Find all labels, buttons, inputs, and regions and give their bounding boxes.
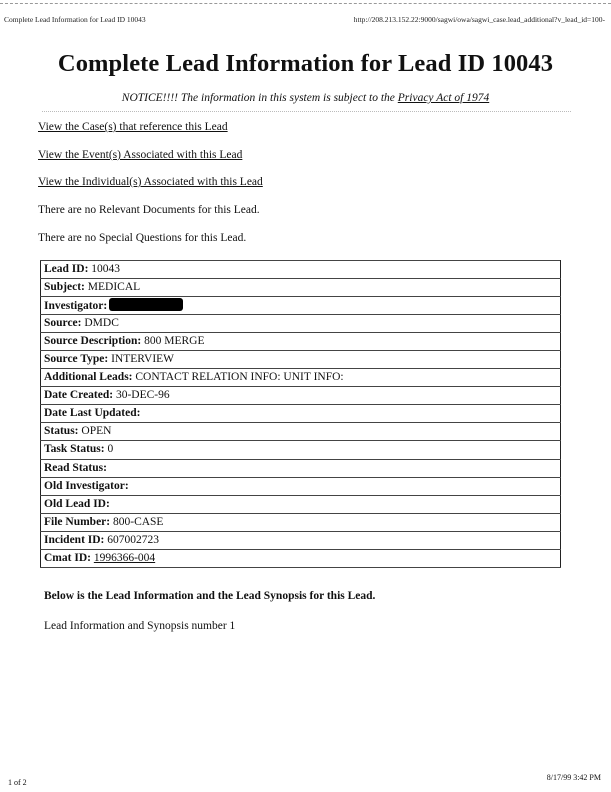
- cmat-id-link[interactable]: 1996366-004: [93, 551, 156, 564]
- privacy-notice: [0, 92, 611, 104]
- view-cases-link[interactable]: View the Case(s) that reference this Lead: [38, 121, 228, 133]
- source-label: Source:: [44, 317, 82, 330]
- status-label: Status:: [44, 425, 79, 438]
- print-header-title: Complete Lead Information for Lead ID 10043: [4, 15, 146, 24]
- row-source-type: [41, 351, 561, 369]
- row-file-number: [41, 513, 561, 531]
- row-date-last-updated: [41, 405, 561, 423]
- print-header-url: http://208.213.152.22:9000/sagwi/owa/sagwi_case.lead_additional?v_lead_id=100-: [353, 15, 605, 24]
- row-cmat-id: [41, 549, 561, 567]
- subject-label: Subject:: [44, 281, 85, 294]
- row-subject: [41, 279, 561, 297]
- cmat-id-label: Cmat ID:: [44, 551, 91, 564]
- file-number-label: File Number:: [44, 515, 111, 528]
- lead-id-label: Lead ID:: [44, 263, 89, 276]
- row-old-lead-id: [41, 495, 561, 513]
- source-description-value: 800 MERGE: [144, 335, 205, 348]
- read-status-label: Read Status:: [44, 461, 107, 474]
- source-value: DMDC: [84, 317, 119, 330]
- row-source-description: [41, 333, 561, 351]
- row-incident-id: [41, 531, 561, 549]
- privacy-act-link[interactable]: Privacy Act of 1974: [397, 92, 490, 104]
- date-last-updated-label: Date Last Updated:: [44, 407, 141, 420]
- subject-value: MEDICAL: [87, 281, 141, 294]
- no-questions-message: There are no Special Questions for this Lead.: [38, 232, 247, 244]
- incident-id-label: Incident ID:: [44, 533, 105, 546]
- lead-info-table: [40, 260, 561, 568]
- top-divider: [0, 3, 611, 4]
- page-number: 1 of 2: [8, 778, 27, 787]
- task-status-value: 0: [107, 443, 114, 456]
- row-investigator: [41, 297, 561, 315]
- print-datetime: 8/17/99 3:42 PM: [546, 773, 601, 782]
- file-number-value: 800-CASE: [112, 515, 164, 528]
- synopsis-label: Lead Information and Synopsis number 1: [44, 620, 236, 632]
- task-status-label: Task Status:: [44, 443, 105, 456]
- old-lead-id-label: Old Lead ID:: [44, 497, 110, 510]
- view-events-link[interactable]: View the Event(s) Associated with this Lead: [38, 149, 243, 161]
- row-date-created: [41, 387, 561, 405]
- no-documents-message: There are no Relevant Documents for this Lead.: [38, 204, 260, 216]
- old-investigator-label: Old Investigator:: [44, 479, 129, 492]
- incident-id-value: 607002723: [107, 533, 160, 546]
- notice-divider: [42, 111, 571, 112]
- section-heading: Below is the Lead Information and the Lead Synopsis for this Lead.: [44, 590, 376, 602]
- row-source: [41, 315, 561, 333]
- row-additional-leads: [41, 369, 561, 387]
- additional-leads-label: Additional Leads:: [44, 371, 133, 384]
- additional-leads-value: CONTACT RELATION INFO: UNIT INFO:: [135, 371, 344, 384]
- investigator-label: Investigator:: [44, 299, 108, 312]
- row-status: [41, 423, 561, 441]
- row-read-status: [41, 459, 561, 477]
- redaction-block: [109, 298, 183, 311]
- source-description-label: Source Description:: [44, 335, 142, 348]
- notice-text: NOTICE!!!! The information in this system is subject to the: [121, 92, 395, 104]
- row-task-status: [41, 441, 561, 459]
- date-created-value: 30-DEC-96: [115, 389, 170, 402]
- date-created-label: Date Created:: [44, 389, 114, 402]
- source-type-label: Source Type:: [44, 353, 109, 366]
- view-individuals-link[interactable]: View the Individual(s) Associated with this Lead: [38, 176, 263, 188]
- row-old-investigator: [41, 477, 561, 495]
- row-lead-id: [41, 261, 561, 279]
- status-value: OPEN: [81, 425, 112, 438]
- source-type-value: INTERVIEW: [111, 353, 175, 366]
- lead-id-value: 10043: [91, 263, 121, 276]
- page-title: Complete Lead Information for Lead ID 10043: [57, 50, 554, 77]
